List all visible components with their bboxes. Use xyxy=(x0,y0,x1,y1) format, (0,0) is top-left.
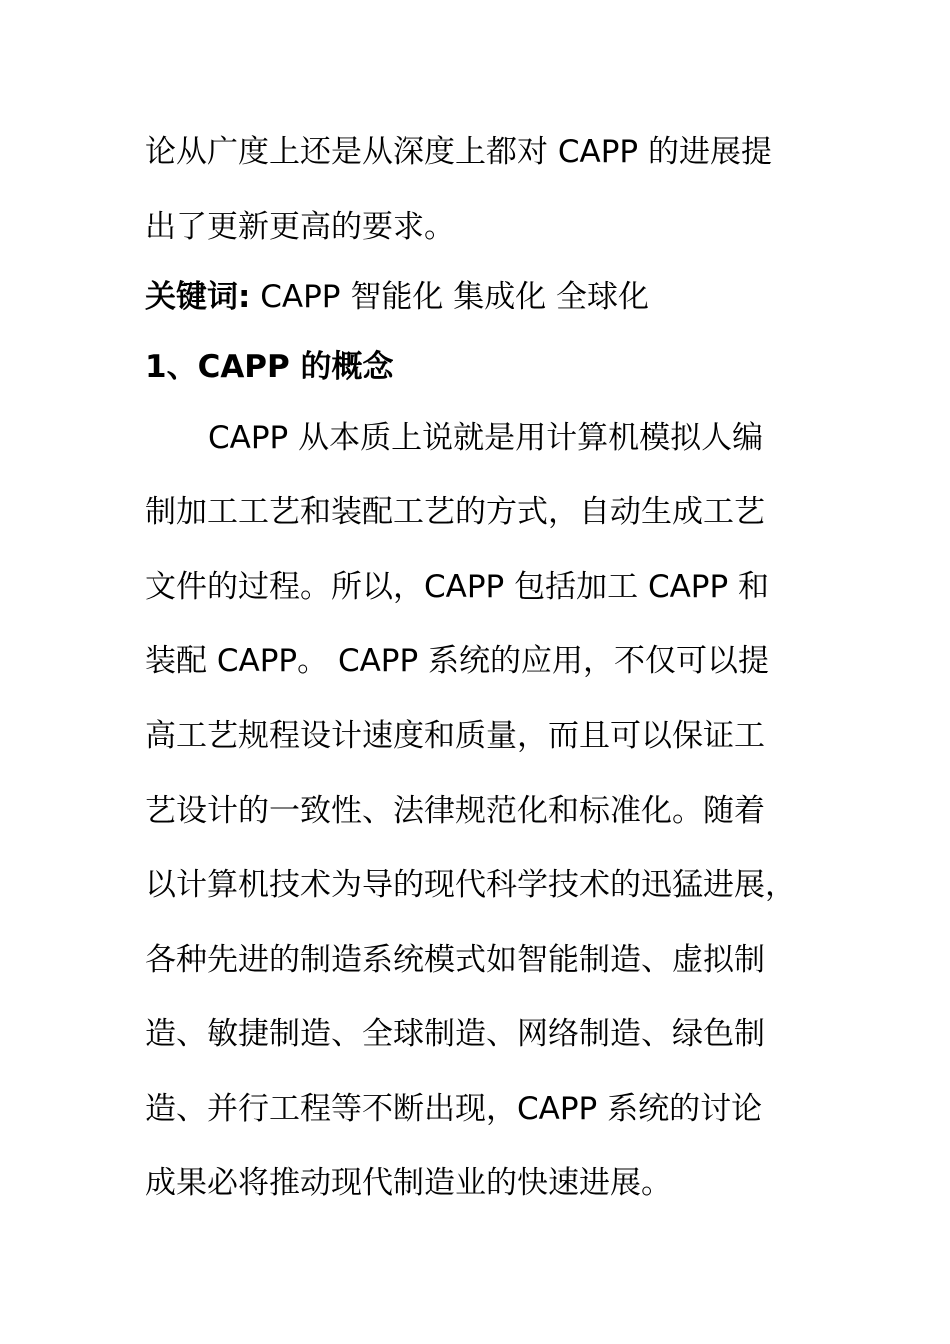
body-line-1: CAPP 从本质上说就是用计算机模拟人编 xyxy=(208,420,764,456)
intro-line-1: 论从广度上还是从深度上都对 CAPP 的进展提 xyxy=(145,134,772,170)
body-line-7: 以计算机技术为导的现代科学技术的迅猛进展， xyxy=(145,867,796,903)
body-line-8: 各种先进的制造系统模式如智能制造、虚拟制 xyxy=(145,942,765,978)
body-line-2: 制加工工艺和装配工艺的方式，自动生成工艺 xyxy=(145,494,765,530)
keywords-value: CAPP 智能化 集成化 全球化 xyxy=(250,279,650,315)
body-line-4: 装配 CAPP。 CAPP 系统的应用，不仅可以提 xyxy=(145,643,770,679)
keywords-line xyxy=(145,277,649,317)
body-line-6: 艺设计的一致性、法律规范化和标准化。随着 xyxy=(145,793,765,829)
intro-line-2: 出了更新更高的要求。 xyxy=(145,209,455,245)
section-heading: 1、CAPP 的概念 xyxy=(145,349,394,385)
body-line-5: 高工艺规程设计速度和质量，而且可以保证工 xyxy=(145,718,765,754)
body-line-9: 造、敏捷制造、全球制造、网络制造、绿色制 xyxy=(145,1016,765,1052)
body-line-3: 文件的过程。所以，CAPP 包括加工 CAPP 和 xyxy=(145,569,770,605)
body-line-10: 造、并行工程等不断出现，CAPP 系统的讨论 xyxy=(145,1091,763,1127)
body-line-11: 成果必将推动现代制造业的快速进展。 xyxy=(145,1165,672,1201)
keywords-label: 关键词: xyxy=(145,279,251,315)
